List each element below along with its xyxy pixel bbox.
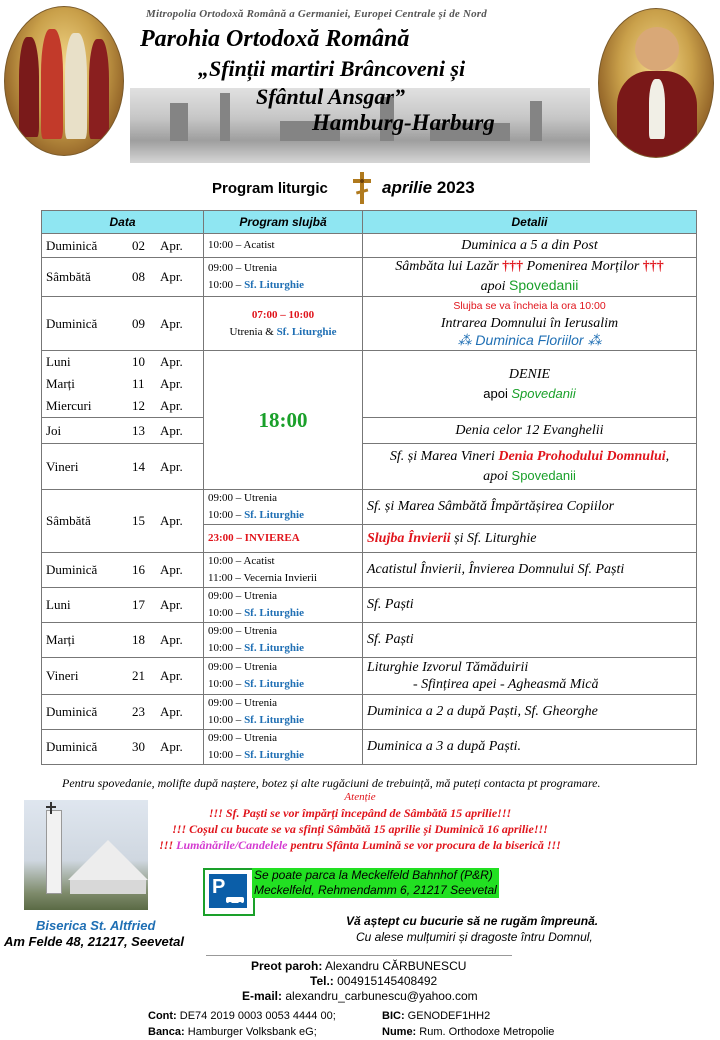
details-cell: Sf. Paști bbox=[363, 623, 697, 658]
divider bbox=[206, 955, 512, 956]
program-cell: 10:00 – Acatist bbox=[204, 234, 363, 258]
table-row bbox=[42, 730, 697, 765]
header-date: Data bbox=[42, 211, 204, 234]
details-cell: Duminica a 2 a după Paști, Sf. Gheorghe bbox=[363, 695, 697, 730]
name-line: Nume: Rum. Orthodoxe Metropolie bbox=[382, 1026, 555, 1038]
date-cell: Duminică 23 Apr. bbox=[42, 695, 204, 730]
cross-icon bbox=[350, 170, 374, 206]
parking-info: Se poate parca la Meckelfeld Bahnhof (P&R) Meckelfeld, Rehmendamm 6, 21217 Seevetal bbox=[254, 868, 497, 897]
bic-line: BIC: GENODEF1HH2 bbox=[382, 1010, 491, 1022]
program-cell: 09:00 – Utrenia 10:00 – Sf. Liturghie bbox=[204, 258, 363, 297]
parking-icon: P bbox=[203, 868, 255, 916]
program-cell: 09:00 – Utrenia 10:00 – Sf. Liturghie bbox=[204, 623, 363, 658]
table-row bbox=[42, 490, 697, 525]
church-photo bbox=[24, 800, 148, 910]
details-cell: Slujba Învierii și Sf. Liturghie bbox=[363, 525, 697, 553]
metropolis-title: Mitropolia Ortodoxă Română a Germaniei, Europei Centrale și de Nord bbox=[146, 8, 487, 20]
date-cell: Vineri 14 Apr. bbox=[42, 444, 204, 490]
parish-city: Hamburg-Harburg bbox=[312, 110, 495, 135]
table-row bbox=[42, 623, 697, 658]
date-cell: Duminică 09 Apr. bbox=[42, 297, 204, 351]
details-cell: Slujba se va încheia la ora 10:00 Intrarea Domnului în Ierusalim ⁂ Duminica Floriilor ⁂ bbox=[363, 297, 697, 351]
details-cell: Acatistul Învierii, Învierea Domnului Sf. Paști bbox=[363, 553, 697, 588]
table-row bbox=[42, 418, 697, 444]
program-title: Program liturgic bbox=[212, 180, 328, 197]
details-cell: Sf. și Marea Vineri Denia Prohodului Domnului, apoi Spovedanii bbox=[363, 444, 697, 490]
date-cell: Luni 17 Apr. bbox=[42, 588, 204, 623]
program-cell: 09:00 – Utrenia 10:00 – Sf. Liturghie bbox=[204, 588, 363, 623]
shared-time-cell: 18:00 bbox=[204, 351, 363, 490]
program-cell: 09:00 – Utrenia 10:00 – Sf. Liturghie bbox=[204, 730, 363, 765]
email-link[interactable]: alexandru_carbunescu@yahoo.com bbox=[285, 989, 478, 1003]
invite-text: Vă aștept cu bucurie să ne rugăm împreună. bbox=[346, 914, 599, 928]
contact-note: Pentru spovedanie, molifte după naștere, botez și alte rugăciuni de trebuință, mă puteți contacta pt programare. bbox=[62, 776, 601, 790]
program-month: aprilie 2023 bbox=[382, 178, 475, 197]
table-row bbox=[42, 553, 697, 588]
date-cell: Marți 18 Apr. bbox=[42, 623, 204, 658]
date-cell: Duminică 16 Apr. bbox=[42, 553, 204, 588]
table-row bbox=[42, 258, 697, 297]
program-cell: 10:00 – Acatist 11:00 – Vecernia Invierii bbox=[204, 553, 363, 588]
saints-icon-left bbox=[4, 6, 124, 156]
program-cell: 09:00 – Utrenia 10:00 – Sf. Liturghie bbox=[204, 490, 363, 525]
parish-title: Parohia Ortodoxă Română bbox=[140, 26, 410, 52]
program-cell: 23:00 – INVIEREA bbox=[204, 525, 363, 553]
attention-label: Atenție bbox=[344, 791, 376, 803]
details-cell: Liturghie Izvorul Tămăduirii - Sfințirea apei - Agheasmă Mică bbox=[363, 658, 697, 695]
details-cell: Duminica a 3 a după Paști. bbox=[363, 730, 697, 765]
parish-name-line2: Sfântul Ansgar” bbox=[256, 84, 405, 109]
table-row bbox=[42, 351, 697, 418]
details-cell: Sf. Paști bbox=[363, 588, 697, 623]
header-details: Detalii bbox=[363, 211, 697, 234]
date-cell: Duminică 30 Apr. bbox=[42, 730, 204, 765]
details-cell: DENIE apoi Spovedanii bbox=[363, 351, 697, 418]
table-row bbox=[42, 695, 697, 730]
details-cell: Sâmbăta lui Lazăr ††† Pomenirea Morților ††† apoi Spovedanii bbox=[363, 258, 697, 297]
date-cell: Duminică 02 Apr. bbox=[42, 234, 204, 258]
table-row bbox=[42, 297, 697, 351]
email-line: E-mail: alexandru_carbunescu@yahoo.com bbox=[242, 989, 478, 1003]
date-cell: Sâmbătă 08 Apr. bbox=[42, 258, 204, 297]
saint-ansgar-icon bbox=[598, 8, 714, 158]
program-cell: 07:00 – 10:00 Utrenia & Sf. Liturghie bbox=[204, 297, 363, 351]
table-row bbox=[42, 234, 697, 258]
program-cell: 09:00 – Utrenia 10:00 – Sf. Liturghie bbox=[204, 695, 363, 730]
table-row bbox=[42, 588, 697, 623]
date-cell: Joi 13 Apr. bbox=[42, 418, 204, 444]
parish-name-line1: „Sfinții martiri Brâncoveni și bbox=[198, 56, 466, 81]
details-cell: Denia celor 12 Evanghelii bbox=[363, 418, 697, 444]
priest-line: Preot paroh: Alexandru CĂRBUNESCU bbox=[251, 959, 467, 973]
schedule-table bbox=[41, 210, 697, 765]
date-cell: Vineri 21 Apr. bbox=[42, 658, 204, 695]
date-cell: Luni 10 Apr. Marți 11 Apr. Miercuri 12 Apr. bbox=[42, 351, 204, 418]
details-cell: Duminica a 5 a din Post bbox=[363, 234, 697, 258]
account-line: Cont: DE74 2019 0003 0053 4444 00; bbox=[148, 1010, 336, 1022]
bank-line: Banca: Hamburger Volksbank eG; bbox=[148, 1026, 317, 1038]
program-cell: 09:00 – Utrenia 10:00 – Sf. Liturghie bbox=[204, 658, 363, 695]
table-row bbox=[42, 658, 697, 695]
tel-line: Tel.: 004915145408492 bbox=[310, 974, 438, 988]
notice-cos: !!! Coșul cu bucate se va sfinți Sâmbătă 15 aprilie și Duminică 16 aprilie!!! bbox=[172, 822, 548, 836]
header-program: Program slujbă bbox=[204, 211, 363, 234]
details-cell: Sf. și Marea Sâmbătă Împărtășirea Copiilor bbox=[363, 490, 697, 525]
date-cell: Sâmbătă 15 Apr. bbox=[42, 490, 204, 553]
table-row bbox=[42, 444, 697, 490]
church-address: Am Felde 48, 21217, Seevetal bbox=[4, 934, 184, 949]
table-header-row bbox=[42, 211, 697, 234]
notice-lumanari: !!! Lumânările/Candelele pentru Sfânta Lumină se vor procura de la biserică !!! bbox=[159, 838, 561, 852]
notice-pasti: !!! Sf. Paști se vor împărți începând de Sâmbătă 15 aprilie!!! bbox=[208, 806, 512, 820]
church-name: Biserica St. Altfried bbox=[36, 918, 156, 933]
thanks-text: Cu alese mulțumiri și dragoste întru Domnul, bbox=[356, 930, 593, 944]
